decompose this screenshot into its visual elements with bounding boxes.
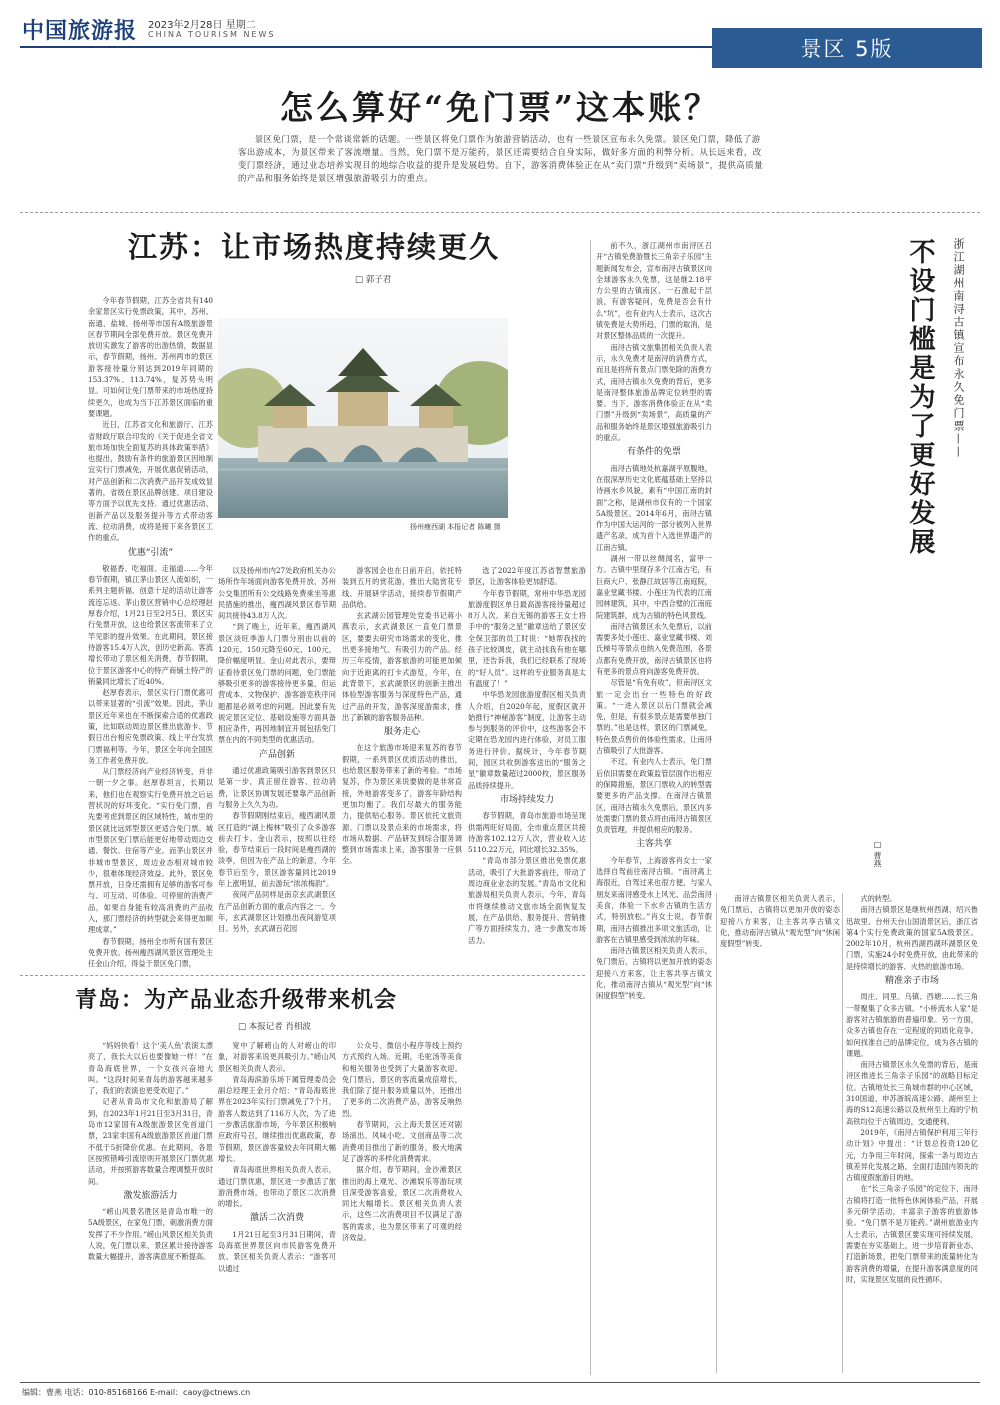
- paragraph: 敬福香、吃福面、走福道……今年春节假期，镇江茅山景区人流如织，一系列主题祈福、创意十足的活动让游客流连忘返。茅山景区营销中心总经理赵厚春介绍，1月21日至2月5日，景区实行免票开放，这也给景区客流带来了立竿见影的提升效果。在此期间，景区接待游客15.4万人次，创历史新高。客流增长带动了景区相关消费，春节假期，位于景区游客中心的特产商铺土特产的销量同比增长了近40%。: [88, 563, 213, 686]
- paragraph: 2019年，《南浔古镇保护利用三年行动计划》中提出：“计划总投资120亿元，力争用三年时间，探索一条与周边古镇差异化发展之路，全面打造国内领先的古镇度假旅游目的地。: [846, 1127, 978, 1183]
- paragraph: 南浔古镇地处杭嘉湖平原腹地，在很深厚历史文化底蕴基础上坚持以诗画水乡风貌，素有“中国江南的封面”之称，是湖州市仅有的一个国家5A级景区。2014年6月，南浔古镇作为中国大运河的一部分被列入世界遗产名录，成为首个入选世界遗产的江南古镇。: [596, 463, 712, 552]
- paragraph: 近日，江苏省文化和旅游厅、江苏省财政厅联合印发的《关于促进全省文旅市场加快全面复苏的具体政策举措》也提出，鼓励有条件的旅游景区因地制宜实行门票减免，开展优惠促销活动，对产品创新和二次消费产品开发成效显著的，省级在景区品牌创建、项目建设等方面予以优先支持。通过优惠活动、创新产品以及服务提升等方式带动客流、拉动消费，成将是接下来各景区工作的重点。: [88, 420, 213, 543]
- paragraph: 从门票经济向产业经济转变，并非一朝一夕之事。赵厚春坦言，长期以来，他们也在观察实行免费开放之后运营状况的好坏变化。“实行免门票，首先要考虑到景区的区域特性，城市里的景区就比远郊型景区更适合免门票。城市型景区免门票后能更好地带动周边交通、餐饮、住宿等产业。而茅山景区并非城市型景区，周边业态相对城市较少，很难体现经济效益。此外，景区免票开放，日身还需拥有足够的游客可参与、可互动、可体验、可停留的消费产品，如果自身能有较高消费的产品收入，那门票经济的转型就会来得更加顺理成章。”: [88, 767, 213, 935]
- paragraph: 据介绍，春节期间，金沙滩景区推出的海上观光、沙滩娱乐等游玩项目深受游客喜爱，景区二次消费收入同比大幅增长。景区相关负责人表示，这些二次消费项目不仅满足了游客的需求，也为景区带来了可观的经济效益。: [342, 1165, 462, 1243]
- paragraph: 南浔古镇景区相关负责人表示，免门票后，古镇将以更加开放的姿态迎接八方来客，让主客共享古镇文化，推动南浔古镇从“观光型”向“休闲度假型”转变。: [596, 946, 712, 1001]
- paragraph: 春节假期刚结束后，瘦西湖风景区打造的“湖上梅林”吸引了众多游客前去打卡。金山表示，按照以往经验，春节结束后一段时间是瘦西湖的淡季，但因为在产品上的新意，今年春节后至今，景区游客量同比2019年上涨明显，前去游玩“浓浓梅韵”。: [218, 811, 336, 889]
- paragraph: 宽中了解崂山的人对崂山的印象，对游客来说更具吸引力。”崂山风景区相关负责人表示。: [218, 1041, 336, 1073]
- section-label: 景区 5版: [712, 28, 982, 68]
- pavilion-bridge-photo: [218, 318, 508, 518]
- paragraph: 不过，有业内人士表示，免门票后依旧需要在政策监管层面作出相应的保障措施，景区门票收入的转型需要更多的产品支撑。在南浔古镇景区，南浔古镇永久免票后，景区内多处需要门票的景点将由南浔古镇景区负责管理，并提供相应的服务。: [596, 757, 712, 835]
- qingdao-column-2: [218, 1040, 336, 1375]
- jiangsu-column-2: [218, 565, 336, 975]
- editor-footer: 编辑：曹燕 电话：010-85168166 E-mail：caoy@ctnews.cn: [22, 1388, 251, 1397]
- paragraph: 周庄、同里、乌镇、西塘……长三角一带聚集了众多古镇。“小桥流水人家”是游客对古镇旅游的普遍印象。另一方面，众多古镇也存在一定程度的同质化竞争。如何找准自己的品牌定位，成为各古镇的课题。: [846, 992, 978, 1058]
- paragraph: 公众号、微信小程序等线上预约方式预约入场。近期，毛驼汤等美食和相关服务也受到了大量游客欢迎。免门票后，景区的客流量成倍增长，我们除了提升服务质量以外，还推出了更多的二次消费产品，游客反响热烈。: [342, 1041, 462, 1118]
- zhejiang-subtitle: 浙江湖州南浔古镇宣布永久免门票——: [952, 238, 965, 459]
- paragraph: 今年春节假期，江苏全省共有140余家景区实行免票政策，其中，苏州、南通、盐城、扬州等市国有A级旅游景区春节期间全部免费开放。景区免费开放切实激发了游客的出游热情，数据显示，春节假期，扬州、苏州两市的景区游客接待量分别达到2019年同期的153.37%、113.74%，复苏势头明显。可如何让免门票带来的市场热度持续更久，也成为当下江苏景区面临的重要课题。: [88, 296, 213, 418]
- paragraph: 南浔古镇景区永久免票后，以前需要多处小莲庄、嘉业堂藏书楼、刘氏梯号等景点也纳入免费范围，各景点都有免费开放，南浔古镇景区也将有更多的景点将向游客免费开放。: [596, 621, 712, 676]
- column-divider: [842, 893, 843, 1373]
- jiangsu-headline: 江苏：让市场热度持续更久: [128, 230, 501, 264]
- photo-caption: 扬州瘦西湖 本报记者 陈曦 摄: [410, 523, 501, 531]
- paragraph: 记者从青岛市文化和旅游局了解到，自2023年1月21日至3月31日，青岛市12家国有A级旅游景区免首道门票，23家非国有A级旅游景区首道门票不低于5折降价优惠。在此期间，各景区按照错峰引流原则开展景区门票优惠活动，并按照游客数量合理调整开放时间。: [88, 1097, 213, 1186]
- divider: [20, 975, 585, 976]
- paragraph: 夜间产品同样是南京玄武湖景区在产品创新方面的重点内容之一。今年，玄武湖景区计划推出夜间游览项目。另外，玄武湖百花园: [218, 890, 336, 934]
- paragraph: 春节假期，青岛市旅游市场呈现供需两旺好局面，全市重点景区共接待游客102.12万人次，营业收入达5110.22万元，同比增长32.35%。: [468, 811, 586, 855]
- paragraph: 春节期间，云上海天景区还对剧场演出、风味小吃、文创商品等二次消费项目推出了新的服务，极大地满足了游客的多样化消费需求。: [342, 1120, 462, 1163]
- jiangsu-column-3: [342, 565, 462, 975]
- subheading: 激活二次消费: [249, 1213, 304, 1224]
- paragraph: 以及扬州市内27处政府机关办公场所作年场面向游客免费开放、苏州公交集团所有公交线路免费乘坐等惠民措施的推出，瘦西湖风景区春节期间共接待43.8万人次。: [218, 566, 336, 621]
- paragraph: 在“长三角亲子乐园”的定位下，南浔古镇将打造一批特色休闲体验产品，开展多元研学活动，丰富亲子游客的旅游体验。“免门票不是万能药。”湖州旅游业内人士表示，古镇景区要实现可持续发展，需要在夯实基础上，进一步培育新业态、打造新场景，把免门票带来的流量转化为游客消费的增量，在提升游客满意度的同时，实现景区发展的良性循环。: [846, 1184, 978, 1284]
- photo-illustration: [218, 318, 508, 518]
- paragraph: 玄武湖公园管理处党委书记蒋小燕表示，玄武湖景区一直免门票景区，要要去研究市场需求的变化，推出更多接地气、有吸引力的产品。经历三年疫情，游客旅游的可能更加倾向于近距离的打卡式游览，今年，在此背景下，玄武湖景区的创新主推出体验型游客服务与深度特色产品，通过产品的开发，游客深度游需求，推出了新颖的游客服务品种。: [342, 611, 462, 722]
- subheading: 主客共享: [635, 839, 672, 850]
- newspaper-english-name: CHINA TOURISM NEWS: [148, 30, 276, 39]
- jiangsu-column-4: [468, 565, 586, 1355]
- jiangsu-column-1: [88, 295, 213, 975]
- subheading: 服务走心: [383, 727, 420, 738]
- paragraph: 今年春节假期，常州中华恐龙园旅游度假区单日最高游客接待量超过8万人次。来自无锡的游客王女士将手中的“服务之星”徽章送给了景区安全保卫部的员工时说：“她帮我找的孩子比较调皮，就主动找我有他在哪里，还告诉我，我们已经联系了现场的“好人员”。这样的专业服务真是太有温度了！”: [468, 588, 586, 688]
- zhejiang-column-2: [846, 893, 978, 1373]
- paragraph: 尽管是“有免有收”，但南浔区文旅一定会出台一些特色的好政策。“一进入景区以后门票就会减免，但是，有很多景点是需要单独门票的。”也是这样，景区的门票减免，特色景点售价的体验性需求，让南浔古镇吸引了大批游客。: [596, 678, 712, 756]
- paragraph: 青岛海滨游乐场下属管理委员会副总经理王金月介绍：“青岛海底世界在2023年实行门票减免了7个月，游客人数达到了116万人次，为了进一步激活旅游市场，今年景区积极响应政府号召，继续推出优惠政策，春节假期，景区游客量较去年同期大幅增长。: [218, 1074, 336, 1163]
- subheading: 激发旅游活力: [123, 1190, 178, 1201]
- paragraph: “到了晚上，近年来，瘦西湖风景区淡旺季游人门票分别由以前的120元、150元降至60元、100元，降价幅度明显。金山对此表示，要辩证看待景区免门票的问题，免门票能够吸引更多的游客接待更多量，但运营成本、文物保护、游客游览秩序问题都是必须考虑的问题。因此要有先规定景区定位、基础设施等方面具备相应条件，再因地制宜开展包括免门票在内的不同类型的优惠活动。: [218, 622, 336, 745]
- zhejiang-column-1b: [720, 893, 840, 1373]
- subheading: 精准亲子市场: [884, 976, 939, 987]
- paragraph: “妈妈快看！这个‘美人鱼’表演太漂亮了，我长大以后也要像她一样！”在青岛海底世界，一个女孩兴奋地大叫。“这段时间来青岛的游客越来越多了，我们的表演也更受欢迎了。”: [88, 1041, 213, 1096]
- jiangsu-byline: □ 郭子君: [355, 275, 392, 285]
- zhejiang-column-1: [596, 240, 712, 1365]
- paragraph: “青岛市部分景区推出免票优惠活动，吸引了大批游客前往，带动了周边商业业态的发展。”青岛市文化和旅游局相关负责人表示，今年，青岛市将继续推动文旅市场全面恢复发展，在产品供给、服务提升、营销推广等方面持续发力，进一步激发市场活力。: [468, 856, 586, 945]
- paragraph: 南浔古镇景区相关负责人表示，免门票后，古镇将以更加开放的姿态迎接八方来客，让主客共享古镇文化，推动南浔古镇从“观光型”向“休闲度假型”转变。: [720, 894, 840, 949]
- subheading: 有条件的免票: [626, 447, 681, 458]
- paragraph: “崂山风景名胜区是青岛市唯一的5A级景区，在家免门票，刺激消费方面发挥了不少作用。”崂山风景区相关负责人说，免门票以来，景区累计接待游客数量大幅提升，游客满意度不断提高。: [88, 1207, 213, 1262]
- issue-date: 2023年2月28日 星期二: [148, 20, 256, 31]
- intro-paragraph: 景区免门票，是一个常谈常新的话题。一些景区将免门票作为旅游营销活动，也有一些景区宣布永久免票。景区免门票，降低了游客出游成本，为景区带来了客流增量。当然，免门票不是万能药，景区还需要结合自身实际，做好多方面的利弊分析。从长远来看，改变门票经济，通过业态培养实现目的地综合收益的提升是发展趋势。自下，游客消费体验正在从“卖门票”升级到“卖场景”，提供高质量的产品和服务始终是景区增强旅游吸引力的重点。: [238, 134, 763, 183]
- paragraph: 赵厚春表示，景区实行门票优惠可以带来显著的“引流”效果。因此，茅山景区近年来也在不断探索合适的优惠政策，比如联动周边景区推出旅游卡、节假日出台相应免票政策、线上平台发放门票福利等。今年，景区全年向全国医务工作者免费开放。: [88, 688, 213, 765]
- paragraph: 春节假期，扬州全市所有国有景区免费开放。扬州瘦西湖风景区管理处主任金山介绍，得益于景区免门票，: [88, 936, 213, 969]
- subheading: 市场持续发力: [499, 794, 554, 805]
- paragraph: 前不久，浙江湖州市南浔区召开“古镇免费游暨长三角亲子乐园”主题新闻发布会，宣布南浔古镇景区向全球游客永久免票，这是继2.18平方公里的古镇南区、一石激起千层浪，有游客疑问，免费是否会有什么“坑”，也有业内人士表示，这次古镇免费是大势所趋，门票的取消，是对景区整体品质的一次提升。: [596, 241, 712, 341]
- page-title: 怎么算好“免门票”这本账？: [280, 88, 720, 127]
- paragraph: 式的转型。: [860, 894, 897, 903]
- footer-rule: [20, 1382, 980, 1383]
- paragraph: 选了2022年度江苏省智慧旅游景区，让游客体验更加舒适。: [468, 566, 586, 587]
- subheading: 优惠“引流”: [127, 547, 174, 558]
- newspaper-logo: 中国旅游报: [22, 18, 138, 44]
- zhejiang-byline: □ 曹燕: [873, 840, 882, 868]
- paragraph: 湖州一带以丝绸闻名，富甲一方。古镇中里现存多个江南古宅，有巨商大户、张静江故居等江南庭院，嘉业堂藏书楼、小莲庄为代表的江南园林建筑，其中，中西合璧的江南庭院建筑群，成为古镇的特色风景线。: [596, 554, 712, 620]
- paragraph: 南浔古镇景区永久免票的背后，是南浔区推进长三角亲子乐园“的战略目标定位。古镇地处长三角城市群的中心区域，310国道、申苏浙皖高速公路、湖州至上海的S12高速公路以及杭州至上海的宁杭高铁均位于古镇周边，交通便利。: [846, 1060, 978, 1126]
- column-divider: [716, 893, 717, 1373]
- paragraph: 今年春节，上海游客肖女士一家选择自驾前往南浔古镇。“南浔离上海很近，自驾过来也很方便，与家人朋友来南浔感受水上风光、品尝南浔美食，体验一下水乡古镇的生活方式，特别放松。”肖女士说，春节假期，南浔古镇推出多项文旅活动，让游客在古镇里感受到浓浓的年味。: [596, 855, 712, 944]
- paragraph: 1月21日起至3月31日期间，青岛海底世界景区向市民游客免费开放。景区相关负责人表示：“游客可以通过: [218, 1229, 336, 1273]
- column-divider: [590, 240, 591, 1375]
- qingdao-byline: □ 本报记者 肖相波: [238, 1022, 311, 1032]
- qingdao-headline: 青岛：为产品业态升级带来机会: [75, 987, 398, 1013]
- subheading: 产品创新: [258, 749, 295, 760]
- paragraph: 中华恐龙园旅游度假区相关负责人介绍，自2020年起，度假区就开始推行“神秘游客”制度，让游客主动参与到服务的评价中，这些游客会不定期在恐龙园内进行体验，对员工服务进行评价。据统计，今年春节期间，园区共收到游客送出的“服务之星”徽章数量超过2000枚，景区服务品质持续提升。: [468, 690, 586, 790]
- paragraph: 南浔古镇文旅集团相关负责人表示，永久免费才是南浔的消费方式，而且是将所有景点门票免除的消费方式，南浔古镇永久免费的背后，更多是南浔整体旅游品牌定位转型的需要。当下，游客消费体验正在从“卖门票”升级到“卖场景”，高质量的产品和服务始终是景区增强旅游吸引力的重点。: [596, 342, 712, 443]
- zhejiang-headline: 不设门槛是为了更好发展: [905, 238, 935, 557]
- paragraph: 通过优惠政策吸引游客到景区只是第一步，真正留住游客、拉动消费，让景区协调发展还要靠产品创新与服务上久久为功。: [218, 766, 336, 809]
- qingdao-column-1: [88, 1040, 213, 1375]
- qingdao-column-3: [342, 1040, 462, 1375]
- paragraph: 南浔古镇景区是继杭州西湖、绍兴鲁迅故里、台州天台山国清景区后，浙江省第4个实行免费政策的国家5A级景区。2002年10月，杭州西湖西湖环湖景区免门票，实施24小时免费开放，由此带来的是持续增长的游客、火热的旅游市场。: [846, 905, 978, 971]
- paragraph: 游客园会也在日前开启，依托特装到五月的赏花游，推出大陆赏花专线、开展研学活动，接续春节假期产品供给。: [342, 566, 462, 609]
- paragraph: 青岛海底世界相关负责人表示，通过门票优惠，景区进一步激活了旅游消费市场，也带动了景区二次消费的增长。: [218, 1165, 336, 1209]
- paragraph: 在这个旅游市场迎来复苏的春节假期，一系列景区优质活动的推出，也给景区服务带来了新的考验。“市场复苏，作为景区来说要做的是非常直接，外地游客变多了，游客年龄结构更加均衡了。我们尽最大的服务能力，提供贴心服务。景区依托文旅资源、门票以及景点来的市场需求，将市场从数据、产品研发到综合服务调整到市场需求上来，游客服务一应俱全。: [342, 743, 462, 866]
- divider: [20, 212, 980, 213]
